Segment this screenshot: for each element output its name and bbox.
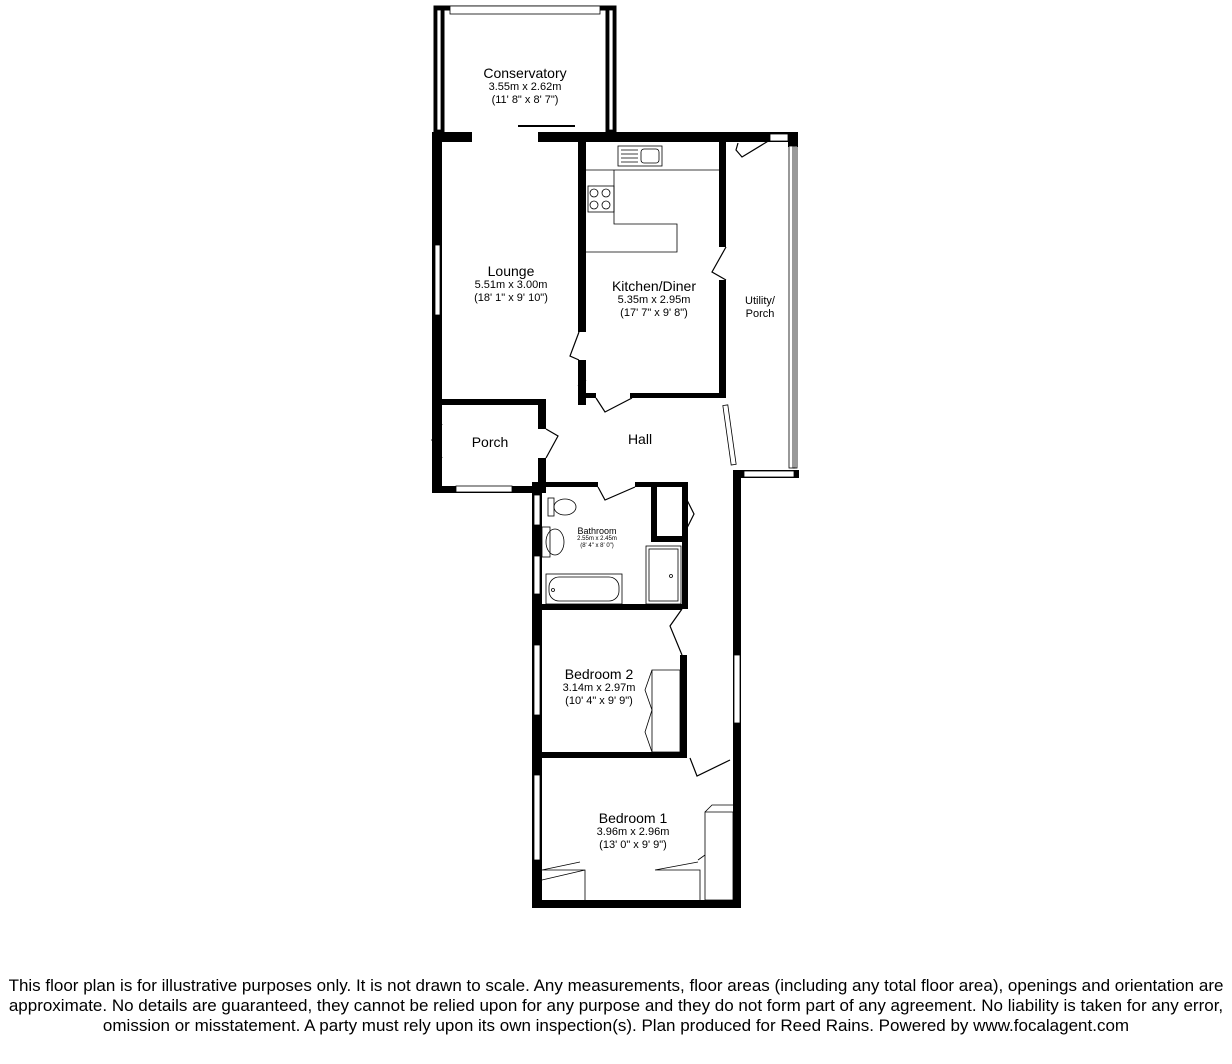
bathroom-label — [562, 526, 632, 550]
hall-label — [615, 431, 665, 447]
bedroom1-metric: 3.96m x 2.96m — [596, 826, 670, 839]
hall-name: Hall — [627, 431, 653, 447]
utility-label — [735, 295, 785, 320]
disclaimer-text: This floor plan is for illustrative purposes only. It is not drawn to scale. Any measurements, floor areas (including any total floor area), openings and orientation are approximate. No details are guaranteed, they cannot be relied upon for any purpose and they do not form part of any agreement. No liability is taken for any error, omission or misstatement. A party must rely upon its own inspection(s). Plan produced for Reed Rains. Powered by www.focalagent.com — [8, 976, 1224, 1035]
lounge-imperial: (18' 1" x 9' 10") — [474, 291, 548, 304]
kitchen-units — [586, 146, 719, 252]
bathroom-imperial: (8' 4" x 8' 0") — [580, 543, 614, 550]
utility-line1: Utility/ — [745, 295, 775, 307]
bedroom2-metric: 3.14m x 2.97m — [562, 682, 636, 695]
bedroom1-name: Bedroom 1 — [598, 810, 668, 826]
conservatory-metric: 3.55m x 2.62m — [488, 81, 562, 94]
bedroom2-name: Bedroom 2 — [564, 666, 634, 682]
lounge-metric: 5.51m x 3.00m — [474, 279, 548, 292]
bathroom-metric: 2.55m x 2.45m — [577, 536, 617, 543]
kitchen-metric: 5.35m x 2.95m — [617, 294, 691, 307]
bedroom2-imperial: (10' 4" x 9' 9") — [565, 694, 633, 707]
kitchen-name: Kitchen/Diner — [611, 278, 697, 294]
lounge-label — [456, 263, 566, 304]
bedroom1-label — [578, 810, 688, 851]
conservatory-label — [470, 65, 580, 106]
conservatory-name: Conservatory — [483, 65, 567, 81]
conservatory-imperial: (11' 8" x 8' 7") — [491, 93, 559, 106]
bathroom-fittings — [542, 498, 681, 604]
windows — [435, 134, 797, 860]
walls — [432, 132, 799, 908]
kitchen-imperial: (17' 7" x 9' 8") — [620, 306, 688, 319]
bedroom1-imperial: (13' 0" x 9' 9") — [599, 838, 667, 851]
utility-line2: Porch — [745, 307, 775, 320]
porch-label — [460, 434, 520, 450]
bedroom2-label — [544, 666, 654, 707]
kitchen-label — [598, 278, 710, 319]
porch-name: Porch — [471, 434, 509, 450]
lounge-name: Lounge — [487, 263, 535, 279]
bathroom-name: Bathroom — [577, 526, 617, 536]
